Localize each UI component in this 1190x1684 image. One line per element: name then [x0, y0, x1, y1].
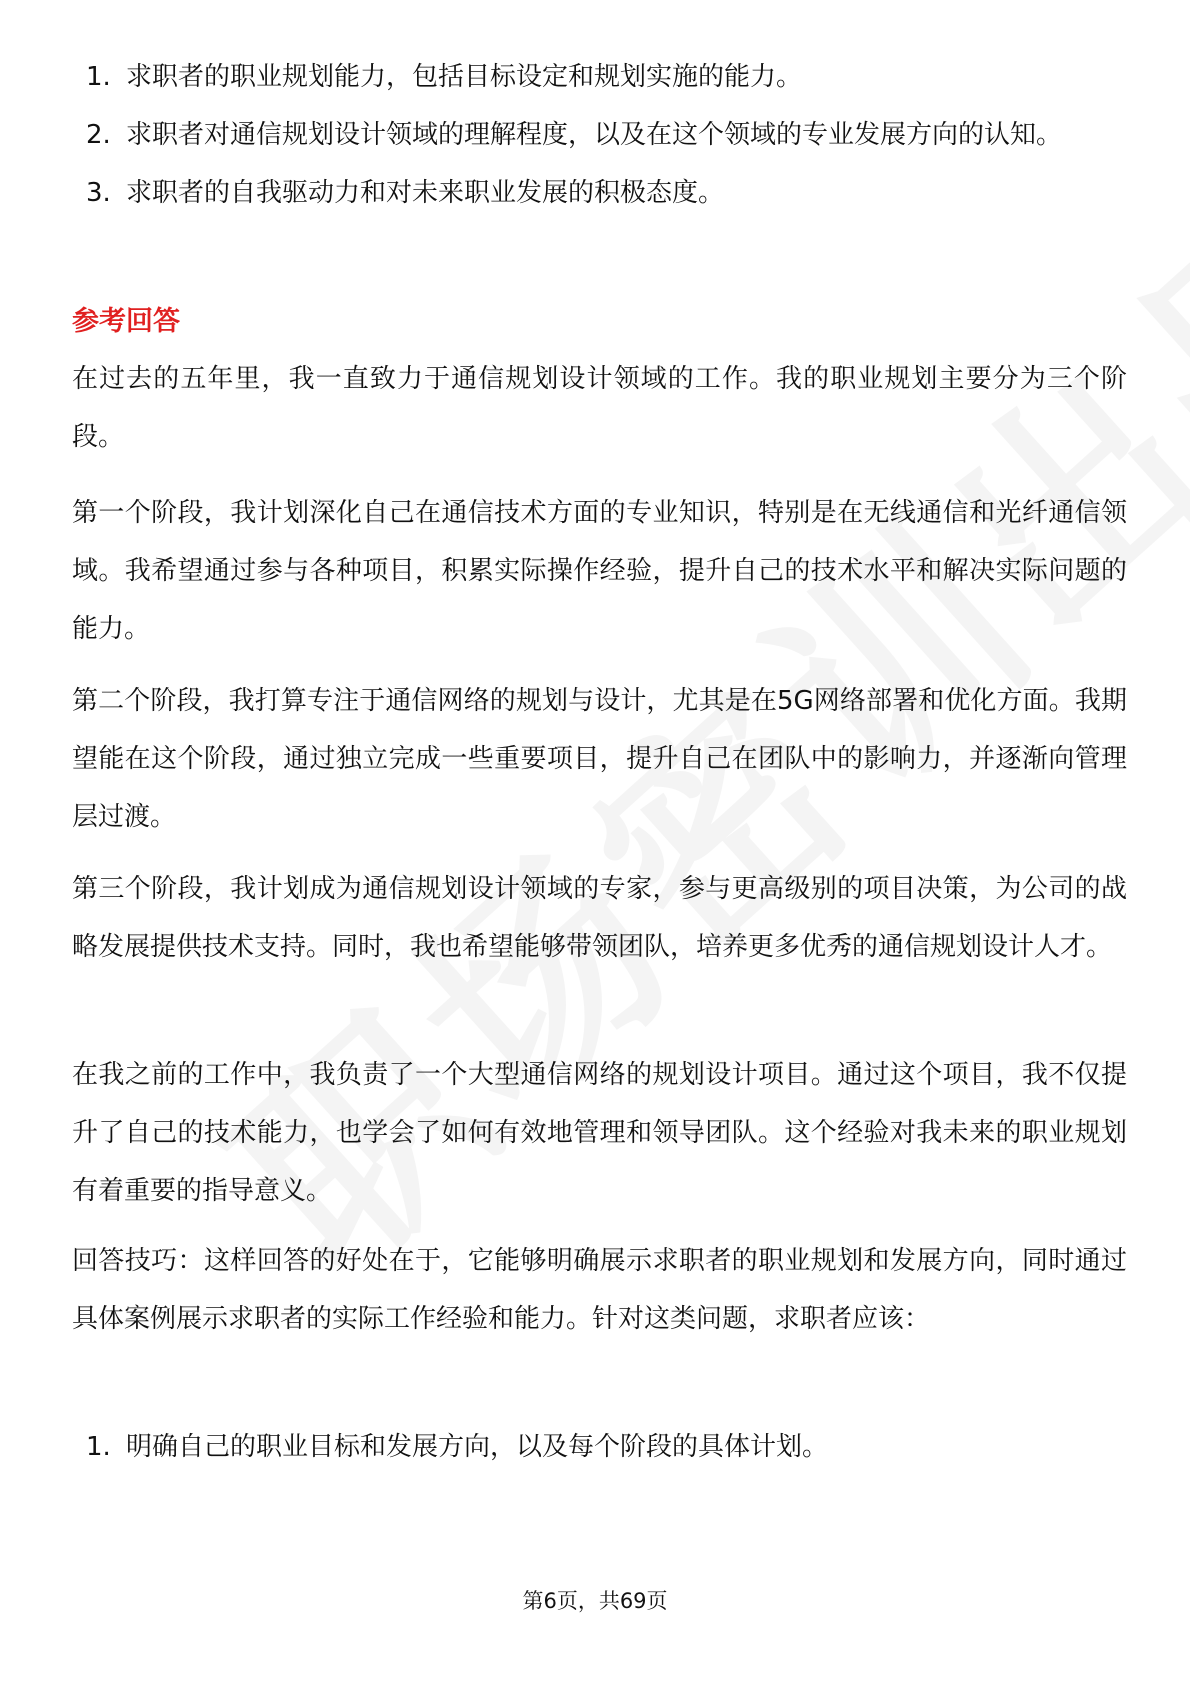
list-number: 1. [86, 1432, 111, 1462]
page-footer: 第6页，共69页 [522, 1589, 668, 1613]
paragraph: 在过去的五年里，我一直致力于通信规划设计领域的工作。我的职业规划主要分为三个阶段。 [72, 364, 1127, 452]
tips-list [72, 1418, 1122, 1476]
intro-list [72, 48, 1122, 222]
list-item [72, 106, 1122, 164]
list-item [72, 164, 1122, 222]
paragraph: 回答技巧：这样回答的好处在于，它能够明确展示求职者的职业规划和发展方向，同时通过具体案例展示求职者的实际工作经验和能力。针对这类问题，求职者应该： [72, 1246, 1127, 1334]
paragraph: 第一个阶段，我计划深化自己在通信技术方面的专业知识，特别是在无线通信和光纤通信领域。我希望通过参与各种项目，积累实际操作经验，提升自己的技术水平和解决实际问题的能力。 [72, 498, 1127, 644]
list-number: 3. [86, 178, 111, 208]
list-item-text: 明确自己的职业目标和发展方向，以及每个阶段的具体计划。 [126, 1432, 829, 1462]
list-item [72, 1418, 1122, 1476]
list-number: 2. [86, 120, 111, 150]
paragraph: 第二个阶段，我打算专注于通信网络的规划与设计，尤其是在5G网络部署和优化方面。我期望能在这个阶段，通过独立完成一些重要项目，提升自己在团队中的影响力，并逐渐向管理层过渡。 [72, 686, 1127, 832]
list-number: 1. [86, 62, 111, 92]
list-item-text: 求职者对通信规划设计领域的理解程度，以及在这个领域的专业发展方向的认知。 [126, 120, 1063, 150]
list-item-text: 求职者的自我驱动力和对未来职业发展的积极态度。 [126, 178, 725, 208]
section-heading: 参考回答 [72, 306, 180, 337]
paragraph: 第三个阶段，我计划成为通信规划设计领域的专家，参与更高级别的项目决策，为公司的战略发展提供技术支持。同时，我也希望能够带领团队，培养更多优秀的通信规划设计人才。 [72, 874, 1127, 962]
list-item [72, 48, 1122, 106]
paragraph: 在我之前的工作中，我负责了一个大型通信网络的规划设计项目。通过这个项目，我不仅提升了自己的技术能力，也学会了如何有效地管理和领导团队。这个经验对我未来的职业规划有着重要的指导意义。 [72, 1060, 1127, 1206]
list-item-text: 求职者的职业规划能力，包括目标设定和规划实施的能力。 [126, 62, 803, 92]
